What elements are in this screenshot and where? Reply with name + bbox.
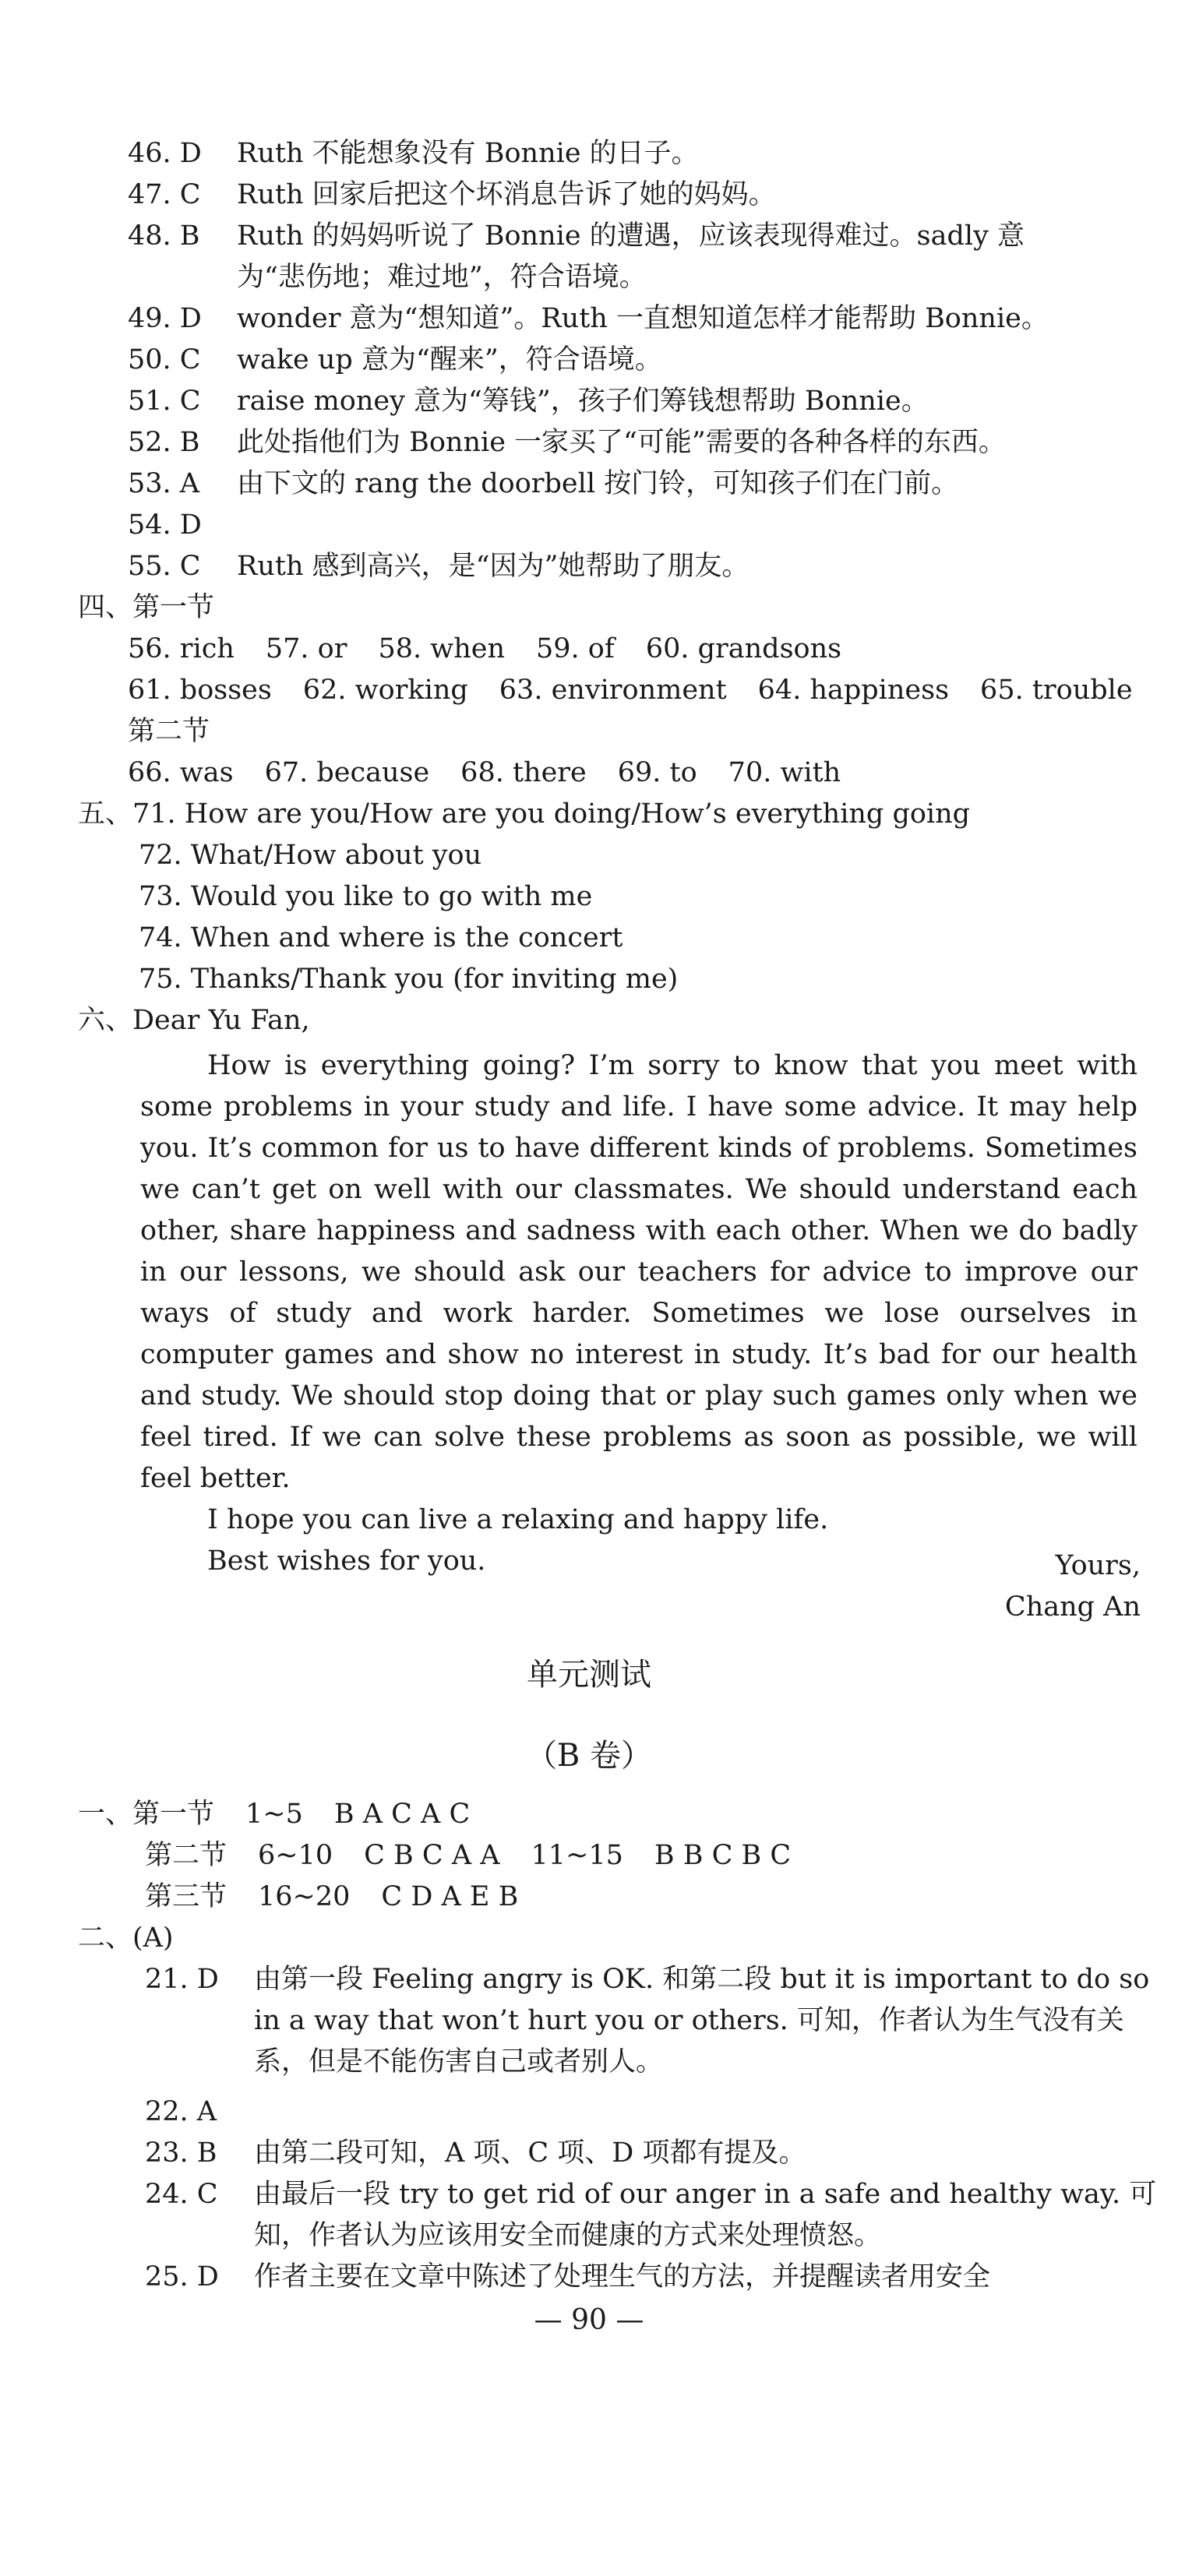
letter-greeting: 六、Dear Yu Fan, — [78, 1005, 310, 1036]
answer-24: 24. C 由最后一段 try to get rid of our anger in a safe and healthy way. 可 — [145, 2179, 1157, 2210]
unit-test-subtitle: （B 卷） — [525, 1738, 653, 1774]
answer-23: 23. B 由第二段可知，A 项、C 项、D 项都有提及。 — [145, 2137, 806, 2169]
letter-closing: Yours, — [1055, 1550, 1141, 1581]
letter-body: How is everything going? I’m sorry to know that you meet with some problems in your study and life. I have some advice. It may help you. It’s common for us to have different kinds of problems. Sometimes we can’t get on well with our classmates. We should understand each other, share happiness and sadness with each other. When we do badly in our lessons, we should ask our teachers for advice to improve our ways of study and work harder. Sometimes we lose ourselves in computer games and show no interest in study. It’s bad for our health and study. We should stop doing that or play such games only when we feel tired. If we can solve these problems as soon as possible, we will feel better. I hope you can live a relaxing and happy life. Best wishes for you. — [140, 1050, 1137, 1577]
answer-54: 54. D — [128, 509, 202, 541]
answer-55: 55. C Ruth 感到高兴，是“因为”她帮助了朋友。 — [128, 551, 749, 582]
section-4-row-2: 61. bosses 62. working 63. environment 64. happiness 65. trouble — [128, 675, 1133, 706]
answer-22: 22. A — [145, 2096, 217, 2127]
letter-signature: Chang An — [1004, 1591, 1141, 1623]
answer-24-cont: 知，作者认为应该用安全而健康的方式来处理愤怒。 — [254, 2220, 882, 2251]
answer-75: 75. Thanks/Thank you (for inviting me) — [139, 964, 679, 995]
answer-21-cont-1: in a way that won’t hurt you or others. 可知，作者认为生气没有关 — [254, 2005, 1124, 2036]
part-2-heading: 二、(A) — [78, 1922, 174, 1954]
unit-test-title: 单元测试 — [527, 1657, 651, 1693]
answer-53: 53. A 由下文的 rang the doorbell 按门铃，可知孩子们在门前。 — [128, 468, 959, 499]
section-4-row-1: 56. rich 57. or 58. when 59. of 60. grandsons — [128, 633, 842, 664]
answer-48-cont: 为“悲伤地；难过地”，符合语境。 — [237, 262, 647, 293]
answer-50: 50. C wake up 意为“醒来”，符合语境。 — [128, 344, 662, 375]
answer-72: 72. What/How about you — [139, 840, 482, 871]
answer-47: 47. C Ruth 回家后把这个坏消息告诉了她的妈妈。 — [128, 179, 776, 210]
section-4-row-3: 66. was 67. because 68. there 69. to 70. with — [128, 757, 841, 788]
section-4-heading-2: 第二节 — [128, 716, 210, 747]
answer-71: 五、71. How are you/How are you doing/How’s everything going — [78, 798, 971, 830]
section-4-heading: 四、第一节 — [78, 592, 215, 623]
part-1-section-3: 第三节 16~20 C D A E B — [145, 1881, 519, 1912]
answer-21-cont-2: 系，但是不能伤害自己或者别人。 — [254, 2046, 664, 2077]
answer-25: 25. D 作者主要在文章中陈述了处理生气的方法，并提醒读者用安全 — [145, 2261, 991, 2292]
answer-73: 73. Would you like to go with me — [139, 881, 593, 912]
answer-21: 21. D 由第一段 Feeling angry is OK. 和第二段 but it is important to do so — [145, 1964, 1150, 1995]
answer-51: 51. C raise money 意为“筹钱”，孩子们筹钱想帮助 Bonnie。 — [128, 386, 929, 417]
answer-49: 49. D wonder 意为“想知道”。Ruth 一直想知道怎样才能帮助 Bonnie。 — [128, 303, 1049, 334]
answer-46: 46. D Ruth 不能想象没有 Bonnie 的日子。 — [128, 138, 699, 169]
part-1-section-2: 第二节 6~10 C B C A A 11~15 B B C B C — [145, 1840, 792, 1871]
part-1-section-1: 一、第一节 1~5 B A C A C — [78, 1799, 471, 1830]
page-number: — 90 — — [534, 2304, 644, 2336]
answer-52: 52. B 此处指他们为 Bonnie 一家买了“可能”需要的各种各样的东西。 — [128, 427, 1006, 458]
answer-48: 48. B Ruth 的妈妈听说了 Bonnie 的遭遇，应该表现得难过。sadly 意 — [128, 220, 1025, 252]
answer-74: 74. When and where is the concert — [139, 922, 623, 953]
